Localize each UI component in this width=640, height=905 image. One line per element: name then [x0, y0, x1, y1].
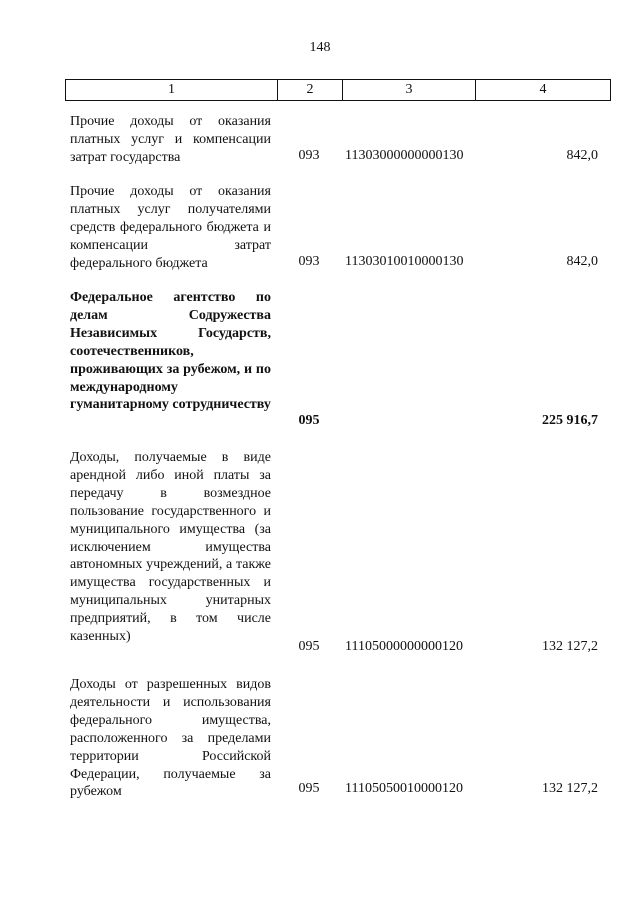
row-amount: 225 916,7 [542, 413, 598, 428]
column-header-3: 3 [343, 80, 476, 100]
row-kbk: 11105050010000120 [345, 781, 463, 796]
row-name: Доходы от разрешенных видов деятельности и использования федерального имущества, расположенного за пределами территории Российской Федерации, получаемые за рубежом [70, 677, 271, 800]
row-code: 093 [298, 254, 320, 269]
row-name: Федеральное агентство по делам Содружества Независимых Государств, соотечественников, проживающих за рубежом, и по международному гуманитарному сотрудничеству [70, 290, 271, 413]
row-amount: 842,0 [566, 254, 598, 269]
row-code: 093 [298, 148, 320, 163]
row-name: Прочие доходы от оказания платных услуг получателями средств федерального бюджета и компенсации затрат федерального бюджета [70, 184, 271, 271]
row-code: 095 [298, 781, 320, 796]
column-header-1: 1 [66, 80, 278, 100]
row-kbk: 11105000000000120 [345, 639, 463, 654]
row-kbk: 11303000000000130 [345, 148, 464, 163]
column-header-2: 2 [278, 80, 343, 100]
row-kbk: 11303010010000130 [345, 254, 464, 269]
row-amount: 132 127,2 [542, 639, 598, 654]
row-code: 095 [298, 413, 320, 428]
column-header-4: 4 [539, 82, 547, 97]
row-name: Прочие доходы от оказания платных услуг и компенсации затрат государства [70, 114, 271, 165]
page-number: 148 [309, 40, 331, 55]
row-amount: 842,0 [566, 148, 598, 163]
table-header [65, 79, 611, 101]
row-name: Доходы, получаемые в виде арендной либо иной платы за передачу в возмездное пользование государственного и муниципального имущества (за исключением имущества автономных учреждений, а также имущества государственных и муниципальных унитарных предприятий, в том числе казенных) [70, 450, 271, 645]
row-code: 095 [298, 639, 320, 654]
row-amount: 132 127,2 [542, 781, 598, 796]
